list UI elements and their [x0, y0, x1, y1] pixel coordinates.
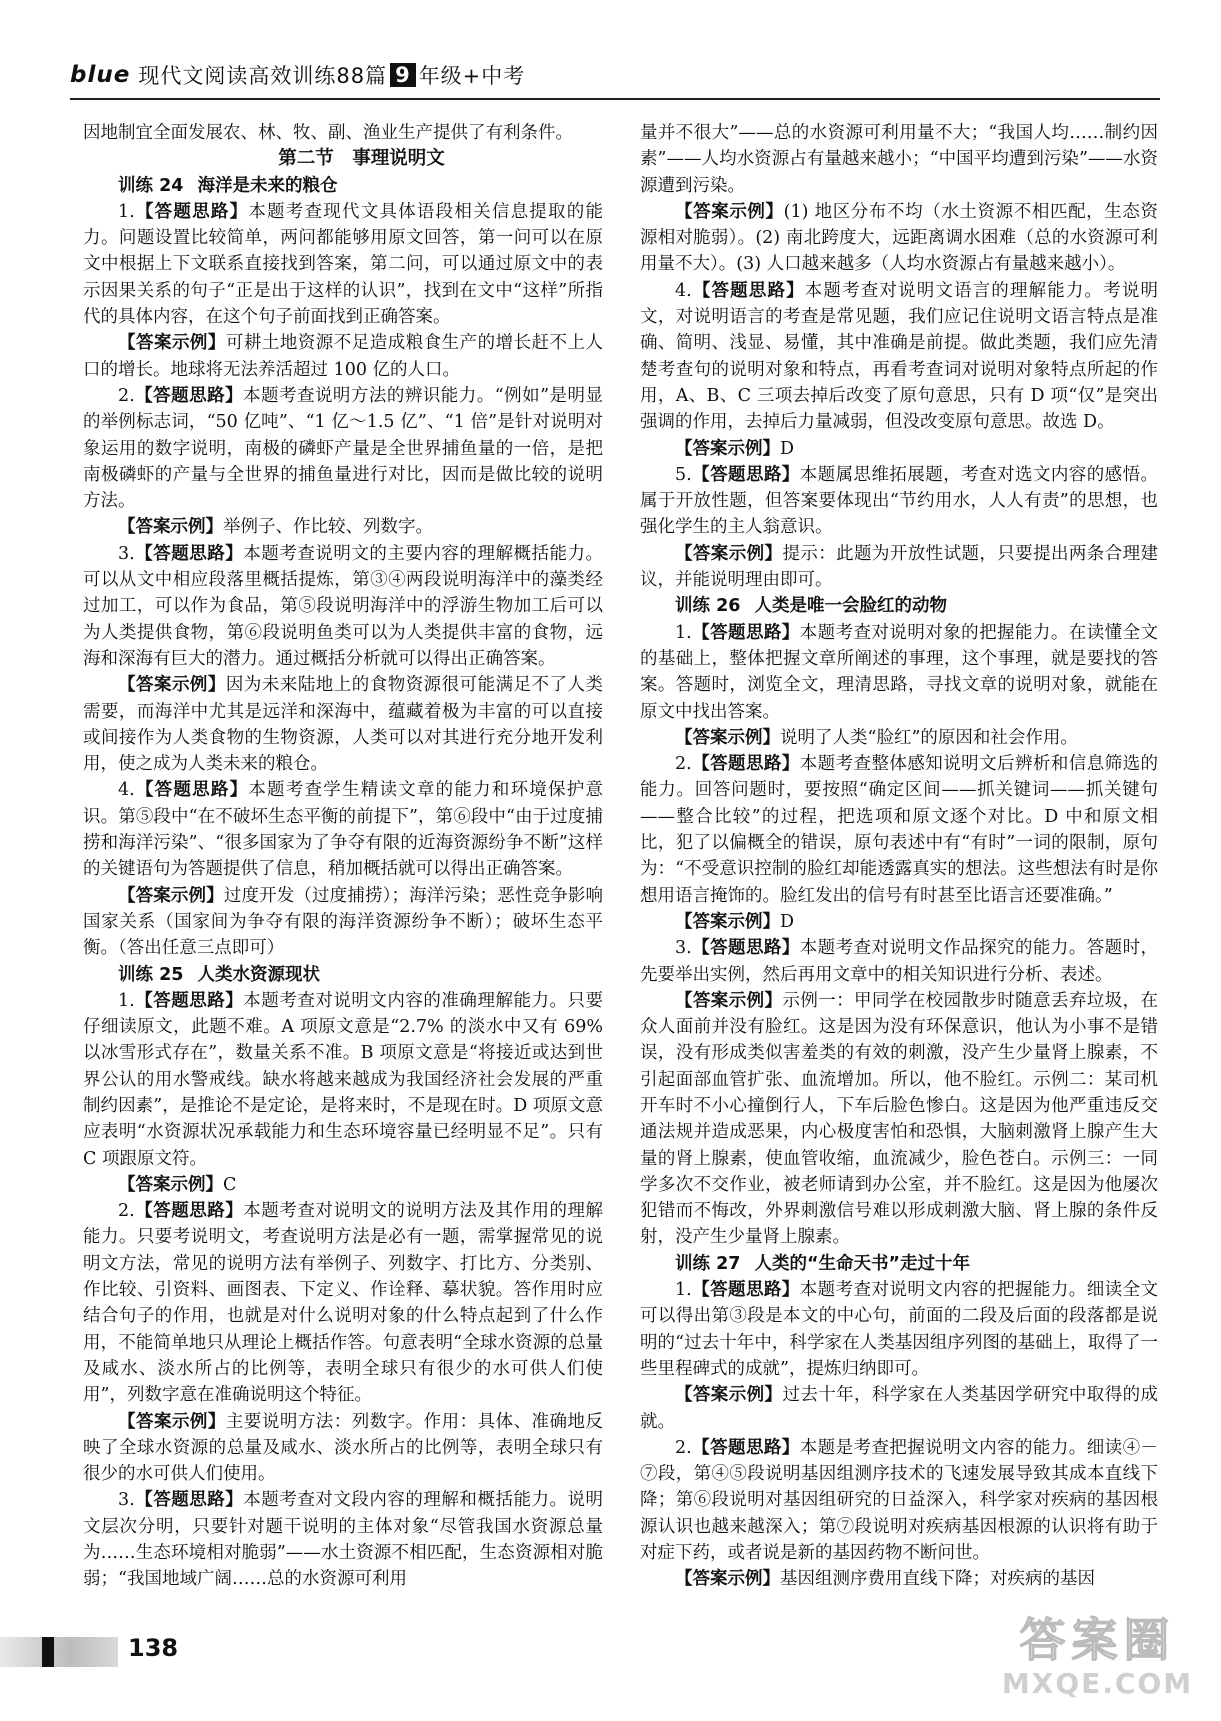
paragraph-text: 本题考查对说明文语言的理解能力。考说明文，对说明语言的考查是常见题，我们应记住说明文语言特点是准确、简明、浅显、易懂，其中准确是前提。做此类题，我们应先清楚考查句的说明对象和特点，再看考查词对说明对象特点所起的作用，A、B、C 三项去掉后改变了原句意思，只有 D 项“仅”是突出强调的作用，去掉后力量减弱，但没改变原句意思。故选 D。: [640, 280, 1158, 433]
paragraph-text: 过度开发（过度捕捞）；海洋污染；恶性竞争影响国家关系（国家间为争夺有限的海洋资源纷争不断）；破坏生态平衡。（答出任意三点即可）: [83, 885, 603, 959]
paragraph-text: 可耕土地资源不足造成粮食生产的增长赶不上人口的增长。地球将无法养活超过 100 亿的人口。: [83, 333, 603, 380]
answer-example-paragraph: [640, 1566, 1158, 1592]
answer-tag: 【答题思路】: [134, 780, 249, 801]
answer-approach-paragraph: [640, 935, 1158, 988]
training-number: 训练 25: [118, 964, 184, 985]
paragraph-text: 说明了人类“脸红”的原因和社会作用。: [780, 727, 1078, 748]
answer-tag: 【答案示例】: [675, 543, 783, 564]
paragraph-text: 本题考查说明方法的辨识能力。“例如”是明显的举例标志词，“50 亿吨”、“1 亿～1.5 亿”、“1 倍”是针对说明对象运用的数字说明，南极的磷虾产量是全世界捕鱼量的一倍，是把南极磷虾的产量与全世界的捕鱼量进行对比，因而是做比较的说明方法。: [83, 385, 603, 512]
answer-approach-paragraph: [83, 988, 603, 1172]
answer-tag: 【答案示例】: [675, 1385, 783, 1406]
answer-tag: 【答案示例】: [675, 201, 784, 222]
training-title: 人类的“生命天书”走过十年: [754, 1253, 970, 1274]
answer-tag: 【答题思路】: [691, 464, 800, 485]
training-title: 人类水资源现状: [197, 964, 320, 985]
answer-approach-paragraph: [83, 777, 603, 882]
answer-tag: 【答案示例】: [118, 675, 226, 696]
paragraph-text: 本题考查对说明文的说明方法及其作用的理解能力。只要考说明文，考查说明方法是必有一题，需掌握常见的说明文方法，常见的说明方法有举例子、列数字、打比方、分类别、作比较、引资料、画图表、下定义、作诠释、摹状貌。答作用时应结合句子的作用，也就是对什么说明对象的什么特点起到了什么作用，不能简单地只从理论上概括作答。句意表明“全球水资源的总量及咸水、淡水所占的比例等，表明全球只有很少的水可供人们使用”，列数字意在准确说明这个特征。: [83, 1201, 603, 1406]
answer-approach-paragraph: [640, 462, 1158, 541]
answer-tag: 【答题思路】: [691, 1280, 800, 1301]
question-number: 2.: [675, 754, 692, 775]
paragraph-text: 本题是考查把握说明文内容的能力。细读④－⑦段，第④⑤段说明基因组测序技术的飞速发展导致其成本直线下降；第⑥段说明对基因组研究的日益深入，科学家对疾病的基因根源认识也越来越深入；第⑦段说明对疾病基因根源的认识将有助于对症下药，或者说是新的基因药物不断问世。: [640, 1437, 1158, 1564]
paragraph-text: 本题考查对说明文内容的把握能力。细读全文可以得出第③段是本文的中心句，前面的二段及后面的段落都是说明的“过去十年中，科学家在人类基因组序列图的基础上，取得了一些里程碑式的成就”，提炼归纳即可。: [640, 1280, 1158, 1379]
answer-approach-paragraph: [640, 620, 1158, 725]
answer-example-paragraph: [640, 541, 1158, 594]
answer-approach-paragraph: [640, 278, 1158, 436]
right-column: [640, 120, 1158, 1625]
question-number: 3.: [118, 543, 135, 564]
answer-tag: 【答案示例】: [675, 990, 783, 1011]
paragraph-text: 主要说明方法：列数字。作用：具体、准确地反映了全球水资源的总量及咸水、淡水所占的比例等，表明全球只有很少的水可供人们使用。: [83, 1411, 603, 1485]
answer-tag: 【答案示例】: [675, 727, 780, 748]
page-header: [70, 58, 1170, 92]
question-number: 5.: [675, 464, 692, 485]
question-number: 2.: [118, 385, 135, 406]
paragraph-text: C: [223, 1174, 237, 1195]
brand-logo: blue: [70, 62, 131, 88]
answer-example-paragraph: [83, 1172, 603, 1198]
paragraph-text: 量并不很大”——总的水资源可利用量不大；“我国人均……制约因素”——人均水资源占有量越来越小；“中国平均遭到污染”——水资源遭到污染。: [640, 123, 1158, 196]
text-paragraph: [83, 120, 603, 146]
answer-example-paragraph: [83, 672, 603, 777]
paragraph-text: 因地制宜全面发展农、林、牧、副、渔业生产提供了有利条件。: [83, 123, 573, 143]
answer-tag: 【答题思路】: [134, 385, 244, 406]
answer-example-paragraph: [640, 199, 1158, 278]
footer-gradient-bar: [0, 1637, 118, 1667]
answer-approach-paragraph: [640, 1435, 1158, 1566]
paragraph-text: D: [780, 438, 795, 459]
answer-approach-paragraph: [83, 541, 603, 672]
question-number: 4.: [118, 780, 135, 801]
answer-tag: 【答案示例】: [118, 885, 224, 906]
paragraph-text: 本题属思维拓展题，考查对选文内容的感悟。属于开放性题，但答案要体现出“节约用水，人人有责”的思想，也强化学生的主人翁意识。: [640, 464, 1158, 538]
training-number: 训练 27: [675, 1253, 741, 1274]
answer-tag: 【答题思路】: [134, 1490, 244, 1511]
paragraph-text: (1) 地区分布不均（水土资源不相匹配，生态资源相对脆弱）。(2) 南北跨度大，远距离调水困难（总的水资源可利用量不大）。(3) 人口越来越多（人均水资源占有量越来越小）。: [640, 201, 1158, 275]
answer-approach-paragraph: [640, 751, 1158, 909]
question-number: 3.: [118, 1490, 135, 1511]
answer-example-paragraph: [640, 1382, 1158, 1435]
header-divider: [70, 98, 1160, 100]
book-subtitle: 年级+中考: [418, 64, 526, 88]
answer-approach-paragraph: [640, 1277, 1158, 1382]
paragraph-text: 因为未来陆地上的食物资源很可能满足不了人类需要，而海洋中尤其是远洋和深海中，蕴藏着极为丰富的可以直接或间接作为人类食物的生物资源，人类可以对其进行充分地开发利用，使之成为人类未来的粮仓。: [83, 675, 603, 775]
paragraph-text: 本题考查对说明文作品探究的能力。答题时，先要举出实例，然后再用文章中的相关知识进行分析、表述。: [640, 938, 1158, 985]
page-number: 138: [128, 1634, 179, 1662]
watermark-url: MXQE.COM: [1001, 1667, 1194, 1700]
answer-approach-paragraph: [83, 1198, 603, 1408]
section-heading: 第二节 事理说明文: [278, 148, 445, 170]
paragraph-text: 本题考查对说明对象的把握能力。在读懂全文的基础上，整体把握文章所阐述的事理，这个事理，就是要找的答案。答题时，浏览全文，理清思路，寻找文章的说明对象，就能在原文中找出答案。: [640, 622, 1158, 722]
training-heading: [83, 173, 603, 199]
answer-tag: 【答题思路】: [134, 990, 244, 1011]
answer-tag: 【答题思路】: [134, 1201, 244, 1222]
paragraph-text: 本题考查整体感知说明文后辨析和信息筛选的能力。回答问题时，要按照“确定区间——抓关键词——抓关键句——整合比较”的过程，把选项和原文逐个对比。D 中和原文相比，犯了以偏概全的错误，原句表述中有“有时”一词的限制，原句为：“不受意识控制的脸红却能透露真实的想法。这些想法有时是你想用语言掩饰的。脸红发出的信号有时甚至比语言还要准确。”: [640, 754, 1158, 906]
answer-tag: 【答案示例】: [675, 1569, 780, 1590]
answer-tag: 【答题思路】: [134, 201, 249, 222]
paragraph-text: 本题考查说明文的主要内容的理解概括能力。可以从文中相应段落里概括提炼，第③④两段说明海洋中的藻类经过加工，可以作为食品，第⑤段说明海洋中的浮游生物加工后可以为人类提供食物，第⑥段说明鱼类可以为人类提供丰富的食物，远海和深海有巨大的潜力。通过概括分析就可以得出正确答案。: [83, 543, 603, 669]
answer-tag: 【答案示例】: [675, 438, 780, 459]
question-number: 2.: [675, 1437, 692, 1458]
watermark: [985, 1612, 1210, 1712]
training-number: 训练 24: [118, 175, 184, 196]
training-heading: [640, 1251, 1158, 1277]
answer-tag: 【答题思路】: [691, 1437, 800, 1458]
question-number: 1.: [118, 990, 135, 1011]
watermark-logo-text: 答案圈: [1019, 1613, 1176, 1667]
book-title: 现代文阅读高效训练88篇: [138, 64, 388, 88]
answer-example-paragraph: [83, 883, 603, 962]
answer-example-paragraph: [640, 988, 1158, 1251]
question-number: 2.: [118, 1201, 135, 1222]
question-number: 1.: [118, 201, 135, 222]
answer-approach-paragraph: [83, 383, 603, 514]
answer-example-paragraph: [83, 1409, 603, 1488]
paragraph-text: 示例一：甲同学在校园散步时随意丢弃垃圾，在众人面前并没有脸红。这是因为没有环保意识，他认为小事不是错误，没有形成类似害羞类的有效的刺激，没产生少量肾上腺素，不引起面部血管扩张、血流增加。所以，他不脸红。示例二：某司机开车时不小心撞倒行人，下车后脸色惨白。这是因为他严重违反交通法规并造成恶果，内心极度害怕和恐惧，大脑刺激肾上腺产生大量的肾上腺素，使血管收缩，血流减少，脸色苍白。示例三：一同学多次不交作业，被老师请到办公室，并不脸红。这是因为他屡次犯错而不悔改，外界刺激信号难以形成刺激大脑、肾上腺的条件反射，没产生少量肾上腺素。: [640, 990, 1158, 1248]
paragraph-text: 过去十年，科学家在人类基因学研究中取得的成就。: [640, 1385, 1158, 1432]
grade-badge: 9: [390, 63, 416, 87]
training-title: 海洋是未来的粮仓: [197, 175, 338, 196]
paragraph-text: 提示：此题为开放性试题，只要提出两条合理建议，并能说明理由即可。: [640, 543, 1158, 591]
answer-tag: 【答题思路】: [691, 754, 800, 775]
answer-tag: 【答案示例】: [118, 333, 226, 354]
paragraph-text: 本题考查对说明文内容的准确理解能力。只要仔细读原文，此题不难。A 项原文意是“2.7% 的淡水中又有 69% 以冰雪形式存在”，数量关系不准。B 项原文意是“将接近或达到世界公认的用水警戒线。缺水将越来越成为我国经济社会发展的严重制约因素”，是推论不是定论，是将来时，不是现在时。D 项原文意应表明“水资源状况承载能力和生态环境容量已经明显不足”。只有 C 项跟原文符。: [83, 990, 603, 1169]
answer-example-paragraph: [83, 330, 603, 383]
question-number: 1.: [675, 1280, 692, 1301]
answer-tag: 【答案示例】: [118, 1174, 223, 1195]
training-title: 人类是唯一会脸红的动物: [754, 596, 947, 617]
answer-tag: 【答案示例】: [118, 1411, 226, 1432]
left-column: [83, 120, 603, 1625]
answer-approach-paragraph: [83, 199, 603, 330]
paragraph-text: 本题考查学生精读文章的能力和环境保护意识。第⑤段中“在不破坏生态平衡的前提下”，第⑥段中“由于过度捕捞和海洋污染”、“很多国家为了争夺有限的近海资源纷争不断”这样的关键语句为答题提供了信息，稍加概括就可以得出正确答案。: [83, 780, 603, 880]
training-number: 训练 26: [675, 596, 741, 617]
answer-example-paragraph: [640, 725, 1158, 751]
answer-example-paragraph: [640, 909, 1158, 935]
answer-tag: 【答题思路】: [134, 543, 244, 564]
question-number: 1.: [675, 622, 692, 643]
answer-tag: 【答题思路】: [691, 622, 800, 643]
question-number: 4.: [675, 280, 692, 301]
paragraph-text: 本题考查现代文具体语段相关信息提取的能力。问题设置比较简单，两问都能够用原文回答，第一问可以在原文中根据上下文联系直接找到答案，第二问，可以通过原文中的表示因果关系的句子“正是出于这样的认识”，找到在文中“这样”所指代的具体内容，在这个句子前面找到正确答案。: [83, 201, 603, 328]
training-heading: [83, 962, 603, 988]
training-heading: [640, 593, 1158, 619]
text-paragraph: [640, 120, 1158, 199]
answer-tag: 【答案示例】: [118, 517, 223, 538]
footer-marker: [42, 1637, 54, 1667]
answer-tag: 【答题思路】: [691, 938, 800, 959]
answer-example-paragraph: [83, 514, 603, 540]
paragraph-text: 基因组测序费用直线下降；对疾病的基因: [780, 1569, 1095, 1590]
paragraph-text: 本题考查对文段内容的理解和概括能力。说明文层次分明，只要针对题干说明的主体对象“尽管我国水资源总量为……生态环境相对脆弱”——水土资源不相匹配，生态资源相对脆弱；“我国地域广阔……总的水资源可利用: [83, 1490, 603, 1590]
answer-tag: 【答案示例】: [675, 911, 780, 932]
answer-example-paragraph: [640, 436, 1158, 462]
answer-tag: 【答题思路】: [691, 280, 805, 301]
paragraph-text: D: [780, 911, 795, 932]
question-number: 3.: [675, 938, 692, 959]
paragraph-text: 举例子、作比较、列数字。: [223, 517, 433, 538]
answer-approach-paragraph: [83, 1487, 603, 1592]
